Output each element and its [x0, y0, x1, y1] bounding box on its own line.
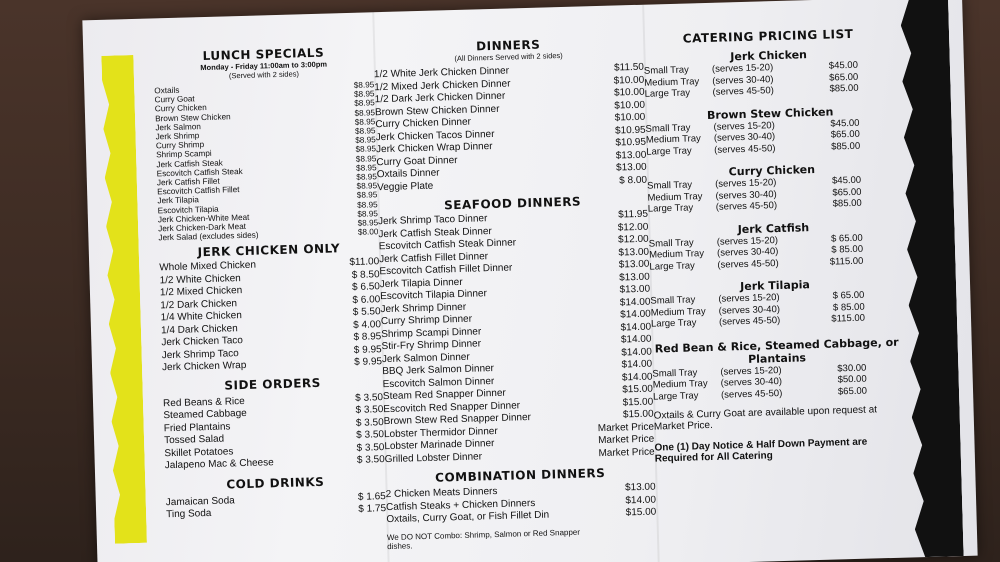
item-name: Jerk Chicken-Dark Meat: [158, 221, 247, 234]
item-price: $8.95: [354, 98, 375, 109]
item-name: Catfish Steaks + Chicken Dinners: [385, 497, 536, 513]
item-price: $15.00: [622, 396, 654, 408]
item-price: $15.00: [622, 408, 654, 421]
item-name: 1/2 Dark Chicken: [160, 298, 238, 312]
item-price: Market Price: [598, 446, 655, 459]
item-price: $10.00: [613, 74, 645, 87]
item-price: $10.00: [614, 111, 646, 124]
item-name: 1/2 Mixed Jerk Chicken Dinner: [374, 77, 511, 93]
item-price: $14.00: [621, 371, 653, 383]
item-name: Jerk Shrimp Dinner: [380, 301, 467, 315]
catering-group: [643, 46, 894, 100]
item-name: Oxtails Dinner: [376, 167, 440, 181]
catering-title: CATERING PRICING LIST: [682, 26, 854, 46]
item-price: $ 3.50: [356, 454, 385, 467]
item-price: $13.00: [624, 481, 656, 494]
item-price: $15.00: [625, 506, 657, 519]
item-price: $10.95: [614, 124, 646, 137]
catering-serves: (serves 45-50): [714, 142, 776, 156]
item-name: Steamed Cabbage: [163, 408, 247, 422]
item-price: $13.00: [619, 283, 651, 296]
catering-price: $45.00: [831, 174, 862, 187]
item-name: Jerk Shrimp: [155, 131, 200, 142]
item-name: Brown Stew Chicken: [154, 111, 231, 124]
item-name: 1/2 Dark Jerk Chicken Dinner: [374, 90, 506, 106]
jerk-list: [159, 257, 382, 376]
item-price: $8.95: [355, 153, 377, 164]
catering-tray: Large Tray: [650, 317, 697, 330]
item-price: $ 1.65: [357, 491, 386, 503]
catering-price: $ 65.00: [832, 289, 865, 302]
item-price: $8.00: [357, 227, 379, 238]
catering-price: $65.00: [832, 186, 862, 199]
item-price: $8.95: [357, 209, 378, 219]
item-price: $10.00: [614, 99, 646, 112]
item-price: $ 6.50: [351, 281, 381, 294]
catering-price: $50.00: [837, 373, 867, 386]
item-price: $8.95: [355, 163, 377, 173]
catering-serves: (serves 15-20): [718, 292, 780, 305]
drinks-list: [166, 491, 387, 522]
catering-serves: (serves 45-50): [718, 315, 781, 328]
item-name: Jerk Catfish Fillet Dinner: [378, 250, 489, 265]
catering-price: $65.00: [837, 385, 868, 397]
catering-tray: Small Tray: [652, 366, 698, 380]
item-name: Whole Mixed Chicken: [159, 260, 257, 274]
jerk-title: JERK CHICKEN ONLY: [197, 241, 341, 260]
item-name: Escovitch Catfish Steak: [156, 166, 243, 179]
item-price: $ 6.00: [352, 294, 381, 306]
catering-serves: (serves 30-40): [716, 246, 779, 259]
item-price: $ 8.50: [351, 269, 380, 281]
item-price: $13.00: [618, 258, 650, 271]
item-name: Lobster Thermidor Dinner: [383, 425, 498, 440]
combo-list: [386, 482, 657, 527]
item-name: Escovitch Catfish Steak Dinner: [378, 237, 517, 253]
item-name: Grilled Lobster Dinner: [384, 450, 483, 465]
catering-note-market-price: Oxtails & Curry Goat are available upon request at Market Price.: [653, 404, 878, 433]
item-name: Lobster Marinade Dinner: [384, 438, 495, 453]
catering-price: $85.00: [830, 140, 861, 153]
item-price: $8.95: [355, 135, 376, 146]
catering-tray: Small Tray: [647, 179, 693, 192]
item-name: Escovitch Catfish Fillet Dinner: [379, 262, 513, 278]
item-name: Curry Shrimp: [155, 140, 205, 151]
catering-groups: [643, 46, 903, 403]
item-name: Jalapeno Mac & Cheese: [164, 457, 274, 472]
item-name: Curry Goat Dinner: [376, 154, 458, 168]
item-price: $8.95: [354, 117, 376, 127]
item-price: $8.95: [356, 181, 378, 192]
item-price: $ 9.95: [353, 344, 382, 356]
item-price: $11.95: [617, 208, 649, 221]
catering-serves: (serves 30-40): [712, 73, 774, 87]
item-name: Curry Chicken Dinner: [375, 116, 472, 131]
item-price: $12.00: [617, 233, 649, 246]
lunch-hours: Monday - Friday 11:00am to 3:00pm: [200, 59, 328, 73]
seafood-title: SEAFOOD DINNERS: [443, 194, 582, 213]
item-name: Jerk Shrimp Taco Dinner: [377, 213, 488, 228]
item-name: Red Beans & Rice: [162, 395, 245, 410]
item-price: $13.00: [615, 161, 647, 174]
catering-price: $ 65.00: [830, 232, 863, 245]
item-price: $ 3.50: [356, 442, 385, 454]
item-name: Jerk Chicken Taco: [161, 335, 244, 349]
item-price: Market Price: [598, 433, 655, 447]
catering-serves: (serves 30-40): [715, 188, 777, 202]
catering-price: $65.00: [829, 71, 859, 84]
seafood-list: [378, 209, 655, 466]
catering-tray: Small Tray: [650, 294, 696, 307]
catering-tray: Small Tray: [648, 236, 694, 250]
catering-serves: (serves 30-40): [718, 303, 781, 317]
item-price: $8.95: [354, 126, 376, 136]
item-price: $ 9.95: [354, 356, 383, 369]
catering-group-title: Jerk Tilapia: [740, 278, 811, 294]
item-name: Brown Stew Chicken Dinner: [374, 103, 500, 118]
item-name: Escovitch Tilapia: [157, 204, 219, 216]
catering-group-title: Jerk Chicken: [730, 48, 808, 64]
item-name: Oxtails, Curry Goat, or Fish Fillet Din: [386, 509, 550, 526]
item-price: $11.50: [613, 61, 645, 74]
item-name: Steam Red Snapper Dinner: [382, 387, 506, 403]
item-price: $8.95: [357, 218, 379, 228]
catering-price: $45.00: [830, 117, 860, 130]
item-name: 1/2 White Jerk Chicken Dinner: [373, 65, 510, 81]
catering-tray: Medium Tray: [652, 378, 708, 391]
catering-price: $115.00: [829, 255, 864, 268]
item-price: $14.00: [620, 308, 651, 321]
item-name: Jerk Tilapia Dinner: [379, 276, 463, 290]
dinners-title: DINNERS: [475, 37, 541, 54]
item-price: $ 3.50: [355, 392, 384, 404]
catering-tray: Medium Tray: [647, 190, 703, 204]
item-name: Skillet Potatoes: [164, 446, 234, 460]
catering-price: $85.00: [832, 197, 862, 210]
item-name: Jerk Catfish Steak: [156, 158, 223, 170]
item-price: $14.00: [619, 296, 651, 308]
item-name: Curry Chicken: [154, 103, 207, 114]
item-name: Shrimp Scampi Dinner: [381, 325, 482, 340]
lunch-served-note: (Served with 2 sides): [228, 69, 300, 81]
item-name: Escovitch Tilapia Dinner: [380, 288, 488, 303]
catering-serves: (serves 15-20): [713, 119, 775, 133]
dinners-served-note: (All Dinners Served with 2 sides): [454, 50, 563, 64]
item-price: $ 1.75: [358, 503, 387, 516]
item-name: Jerk Tilapia: [157, 195, 199, 206]
catering-tray: Medium Tray: [650, 305, 706, 319]
item-price: $ 5.50: [352, 306, 381, 319]
item-price: $8.95: [356, 190, 378, 201]
catering-serves: (serves 30-40): [713, 131, 776, 144]
item-price: $11.00: [349, 256, 380, 269]
item-name: Brown Stew Red Snapper Dinner: [383, 412, 532, 428]
menu-sheet: [82, 0, 977, 562]
item-price: $10.00: [613, 86, 645, 99]
item-name: 1/2 White Chicken: [159, 273, 241, 287]
catering-group: [648, 218, 899, 272]
item-name: BBQ Jerk Salmon Dinner: [382, 363, 495, 378]
catering-serves: (serves 15-20): [716, 234, 779, 248]
catering-tray: Large Tray: [649, 259, 696, 273]
item-name: 2 Chicken Meats Dinners: [385, 485, 498, 501]
catering-serves: (serves 15-20): [715, 177, 777, 190]
item-price: $14.00: [625, 494, 657, 506]
catering-serves: (serves 45-50): [715, 200, 778, 213]
catering-price: $ 85.00: [832, 301, 865, 314]
item-name: 1/4 White Chicken: [160, 310, 242, 324]
catering-serves: (serves 45-50): [717, 257, 779, 271]
item-name: Jerk Salad (excludes sides): [158, 230, 259, 243]
item-price: $ 3.50: [355, 404, 384, 417]
dinners-list: [374, 62, 647, 194]
item-name: Jerk Chicken Wrap Dinner: [375, 140, 493, 156]
catering-tray: Large Tray: [646, 144, 692, 158]
item-price: $13.00: [615, 149, 647, 162]
catering-note-notice: One (1) Day Notice & Half Down Payment are Required for All Catering: [654, 436, 868, 465]
catering-tray: Large Tray: [644, 87, 691, 100]
item-price: $ 3.50: [355, 417, 384, 429]
item-name: Curry Shrimp Dinner: [380, 313, 473, 328]
item-name: Jerk Salmon Dinner: [381, 351, 470, 365]
catering-group: [652, 335, 904, 402]
item-price: $8.95: [353, 89, 375, 100]
middle-column: [372, 5, 657, 552]
item-price: $13.00: [618, 246, 650, 259]
item-name: Ting Soda: [166, 508, 212, 521]
item-price: $ 8.95: [353, 331, 382, 344]
item-name: Shrimp Scampi: [156, 149, 212, 160]
item-name: Jerk Shrimp Taco: [161, 348, 239, 362]
item-price: $15.00: [622, 383, 654, 396]
catering-group-title: Red Bean & Rice, Steamed Cabbage, or Plantains: [654, 335, 899, 366]
catering-group-title: Curry Chicken: [728, 163, 816, 179]
item-price: $8.95: [354, 107, 376, 118]
item-name: Jerk Catfish Fillet: [156, 176, 220, 188]
item-price: Market Price: [597, 421, 655, 434]
right-column: [642, 0, 905, 465]
item-price: $8.95: [355, 144, 377, 155]
item-price: $ 3.50: [356, 429, 385, 442]
catering-serves: (serves 45-50): [720, 387, 783, 401]
lunch-title: LUNCH SPECIALS: [202, 45, 325, 64]
catering-tray: Medium Tray: [644, 75, 700, 89]
item-name: 1/4 Dark Chicken: [160, 323, 238, 337]
combo-note: We DO NOT Combo: Shrimp, Salmon or Red Snapper dishes.: [386, 527, 581, 552]
catering-serves: (serves 15-20): [720, 364, 782, 378]
item-price: $10.95: [615, 136, 647, 149]
item-name: 1/2 Mixed Chicken: [159, 285, 243, 299]
catering-tray: Medium Tray: [645, 133, 701, 146]
catering-price: $85.00: [829, 82, 859, 95]
item-price: $14.00: [620, 333, 652, 346]
left-column: [152, 12, 386, 522]
catering-tray: Medium Tray: [648, 248, 705, 261]
item-name: Escovitch Red Snapper Dinner: [383, 399, 521, 415]
combo-title: COMBINATION DINNERS: [435, 465, 606, 485]
sides-list: [163, 392, 385, 473]
catering-tray: Small Tray: [643, 64, 690, 77]
item-name: Jerk Salmon: [155, 121, 202, 133]
item-name: Jamaican Soda: [165, 495, 235, 509]
catering-price: $45.00: [828, 59, 859, 72]
item-name: Jerk Catfish Steak Dinner: [378, 225, 492, 240]
catering-group: [645, 103, 896, 157]
catering-price: $115.00: [831, 312, 866, 325]
item-name: Fried Plantains: [163, 421, 231, 435]
item-price: $8.95: [356, 199, 378, 210]
black-wavy-band: [900, 0, 964, 557]
sides-title: SIDE ORDERS: [224, 375, 321, 393]
item-name: Jerk Chicken Wrap: [161, 360, 247, 374]
catering-group: [647, 161, 898, 215]
catering-price: $ 85.00: [831, 243, 864, 256]
catering-group-title: Jerk Catfish: [737, 220, 810, 236]
item-name: Jerk Chicken Tacos Dinner: [375, 128, 495, 143]
item-price: $8.95: [356, 172, 377, 182]
catering-tray: Large Tray: [647, 202, 694, 215]
yellow-wavy-stripe: [101, 55, 147, 544]
item-name: Escovitch Salmon Dinner: [382, 375, 495, 390]
item-name: Jerk Chicken-White Meat: [157, 212, 250, 225]
item-price: $13.00: [618, 271, 650, 284]
item-name: Escovitch Catfish Fillet: [157, 185, 240, 197]
catering-price: $30.00: [837, 362, 867, 374]
item-name: Stir-Fry Shrimp Dinner: [381, 338, 482, 353]
catering-tray: Small Tray: [645, 121, 691, 135]
item-name: Curry Goat: [154, 94, 195, 105]
item-name: Oxtails: [154, 85, 180, 96]
item-price: $14.00: [620, 321, 652, 333]
catering-group-title: Brown Stew Chicken: [706, 104, 834, 122]
catering-price: $65.00: [830, 128, 860, 141]
lunch-list: [154, 80, 378, 243]
item-name: Veggie Plate: [376, 180, 434, 193]
item-price: $14.00: [621, 358, 653, 371]
catering-group: [650, 276, 901, 330]
item-price: $ 8.00: [619, 174, 648, 186]
item-price: $14.00: [621, 346, 652, 358]
item-price: $8.95: [353, 80, 375, 90]
item-name: Tossed Salad: [163, 434, 225, 447]
item-price: $12.00: [617, 221, 649, 234]
catering-serves: (serves 30-40): [720, 376, 783, 389]
catering-tray: Large Tray: [652, 389, 699, 403]
catering-serves: (serves 45-50): [712, 85, 774, 98]
item-price: $ 4.00: [353, 319, 382, 331]
catering-serves: (serves 15-20): [711, 62, 774, 75]
drinks-title: COLD DRINKS: [226, 474, 325, 492]
